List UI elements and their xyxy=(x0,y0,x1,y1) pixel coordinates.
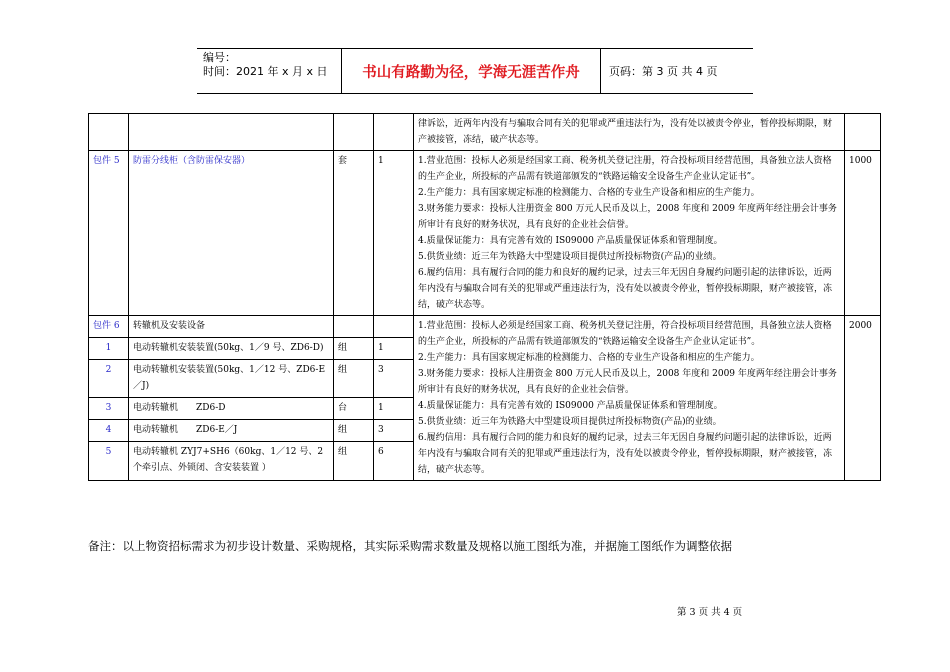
page-header xyxy=(197,48,753,94)
header-slogan: 书山有路勤为径，学海无涯苦作舟 xyxy=(341,49,601,93)
unit-cell: 组 xyxy=(334,337,374,359)
qty-cell: 1 xyxy=(374,398,414,420)
requirement-item: 5.供货业绩：近三年为铁路大中型建设项目提供过所投标物资(产品)的业绩。 xyxy=(418,417,722,427)
requirement-item: 5.供货业绩：近三年为铁路大中型建设项目提供过所投标物资(产品)的业绩。 xyxy=(418,252,722,262)
requirement-item: 6.履约信用：具有履行合同的能力和良好的履约记录，过去三年无因自身履约问题引起的法律诉讼，近两年内没有与骗取合同有关的犯罪或严重违法行为，没有处以被责令停业，暂停投标期限，财产被接管，冻结，破产状态等。 xyxy=(418,268,833,310)
unit-cell: 套 xyxy=(334,151,374,316)
qty-cell: 1 xyxy=(374,337,414,359)
unit-cell: 组 xyxy=(334,420,374,442)
procurement-table xyxy=(88,113,881,481)
header-page-number: 页码：第 3 页 共 4 页 xyxy=(609,65,718,78)
item-name: 电动转辙机 ZD6-E／J xyxy=(129,420,334,442)
item-number: 1 xyxy=(89,337,129,359)
package-6-row xyxy=(89,316,881,338)
item-number: 4 xyxy=(89,420,129,442)
qty-cell: 1 xyxy=(374,151,414,316)
table-row xyxy=(89,114,881,151)
requirement-item: 1.营业范围：投标人必须是经国家工商、税务机关登记注册，符合投标项目经营范围，具备独立法人资格的生产企业，所投标的产品需有铁道部颁发的“铁路运输安全设备生产企业认定证书”。 xyxy=(418,156,832,182)
page-footer: 第 3 页 共 4 页 xyxy=(677,607,743,618)
requirement-cell: 律诉讼，近两年内没有与骗取合同有关的犯罪或严重违法行为，没有处以被责令停业，暂停投标期限，财产被接管，冻结，破产状态等。 xyxy=(414,114,845,151)
requirement-item: 4.质量保证能力：具有完善有效的 IS09000 产品质量保证体系和管理制度。 xyxy=(418,401,723,411)
package-name: 转辙机及安装设备 xyxy=(129,316,334,338)
unit-cell: 台 xyxy=(334,398,374,420)
header-meta xyxy=(197,49,341,93)
requirement-item: 3.财务能力要求：投标人注册资金 800 万元人民币及以上，2008 年度和 2009 年度两年经注册会计事务所审计有良好的财务状况，具有良好的企业社会信誉。 xyxy=(418,204,837,230)
requirement-cell xyxy=(414,316,845,481)
requirement-cell xyxy=(414,151,845,316)
qty-cell: 3 xyxy=(374,359,414,398)
requirement-item: 6.履约信用：具有履行合同的能力和良好的履约记录，过去三年无因自身履约问题引起的法律诉讼，近两年内没有与骗取合同有关的犯罪或严重违法行为，没有处以被责令停业，暂停投标期限，财产被接管，冻结，破产状态等。 xyxy=(418,433,833,475)
item-name: 电动转辙机 ZD6-D xyxy=(129,398,334,420)
unit-cell: 组 xyxy=(334,442,374,481)
requirement-item: 3.财务能力要求：投标人注册资金 800 万元人民币及以上，2008 年度和 2009 年度两年经注册会计事务所审计有良好的财务状况，具有良好的企业社会信誉。 xyxy=(418,369,837,395)
amount-cell: 2000 xyxy=(845,316,881,481)
package-id: 包件 5 xyxy=(89,151,129,316)
item-number: 3 xyxy=(89,398,129,420)
qty-cell: 3 xyxy=(374,420,414,442)
qty-cell: 6 xyxy=(374,442,414,481)
item-name: 电动转辙机安装装置(50kg、1／9 号、ZD6-D) xyxy=(129,337,334,359)
item-number: 5 xyxy=(89,442,129,481)
unit-cell: 组 xyxy=(334,359,374,398)
requirement-item: 2.生产能力：具有国家规定标准的检测能力、合格的专业生产设备和相应的生产能力。 xyxy=(418,188,760,198)
item-number: 2 xyxy=(89,359,129,398)
date-label: 时间：2021 年 x 月 x 日 xyxy=(203,65,328,78)
package-5-row xyxy=(89,151,881,316)
requirement-item: 1.营业范围：投标人必须是经国家工商、税务机关登记注册，符合投标项目经营范围，具备独立法人资格的生产企业，所投标的产品需有铁道部颁发的“铁路运输安全设备生产企业认定证书”。 xyxy=(418,321,832,347)
requirement-item: 2.生产能力：具有国家规定标准的检测能力、合格的专业生产设备和相应的生产能力。 xyxy=(418,353,760,363)
package-name: 防雷分线柜（含防雷保安器） xyxy=(129,151,334,316)
remark-note: 备注：以上物资招标需求为初步设计数量、采购规格，其实际采购需求数量及规格以施工图纸为准，并据施工图纸作为调整依据 xyxy=(88,539,732,553)
requirement-item: 4.质量保证能力：具有完善有效的 IS09000 产品质量保证体系和管理制度。 xyxy=(418,236,723,246)
item-name: 电动转辙机 ZYJ7+SH6（60kg、1／12 号、2 个牵引点、外锁闭、含安装装置 ） xyxy=(129,442,334,481)
package-id: 包件 6 xyxy=(89,316,129,338)
number-label: 编号： xyxy=(203,51,236,64)
item-name: 电动转辙机安装装置(50kg、1／12 号、ZD6-E／J) xyxy=(129,359,334,398)
amount-cell: 1000 xyxy=(845,151,881,316)
